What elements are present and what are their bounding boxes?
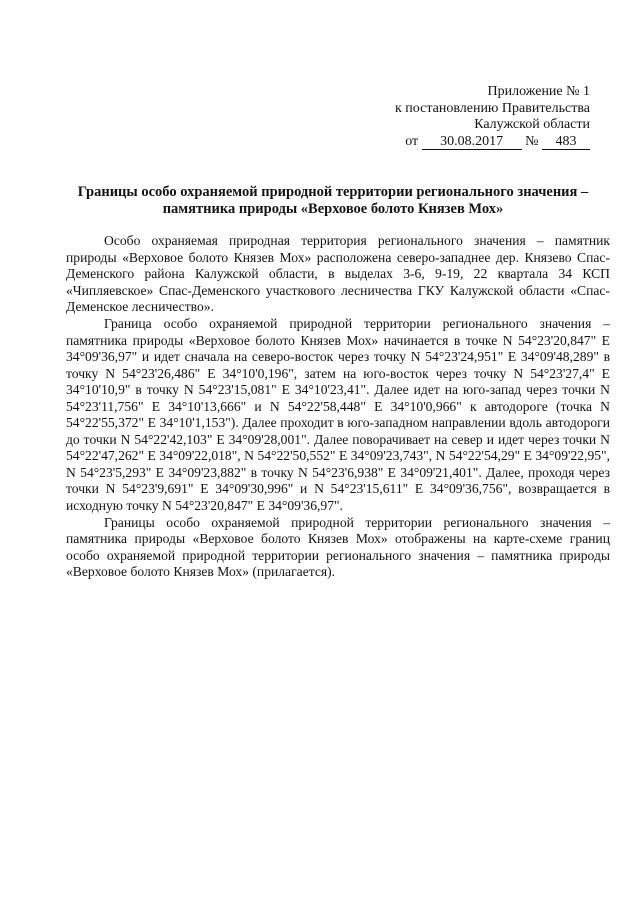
document-body [66,233,610,581]
document-title [66,184,600,218]
paragraph-boundary-description: Граница особо охраняемой природной территории регионального значения – памятника природы «Верховое болото Князев Мох» начинается в точке N 54°23'20,847" E 34°09'36,97" и идет сначала на северо-восток через точку N 54°23'24,951" E 34°09'48,289" в точку N 54°23'26,486" E 34°10'0,196", затем на юго-восток через точку N 54°23'27,4" E 34°10'10,9" в точку N 54°23'15,081" E 34°10'23,41". Далее идет на юго-запад через точки N 54°23'11,756" E 34°10'13,666" и N 54°22'58,448" E 34°10'0,966" к автодороге (точка N 54°22'55,372" E 34°10'1,153"). Далее проходит в юго-западном направлении вдоль автодороги до точки N 54°22'42,103" E 34°09'28,001". Далее поворачивает на север и идет через точки N 54°22'47,262" E 34°09'22,018", N 54°22'50,552" E 34°09'23,743", N 54°22'54,29" E 34°09'22,95", N 54°23'5,293" E 34°09'23,882" в точку N 54°23'6,938" E 34°09'21,401". Далее, проходя через точки N 54°23'9,691" E 34°09'30,996" и N 54°23'15,611" E 34°09'36,756", возвращается в исходную точку N 54°23'20,847" E 34°09'36,97". [66,316,610,513]
paragraph-map-reference: Границы особо охраняемой природной территории регионального значения – памятника природы «Верховое болото Князев Мох» отображены на карте-схеме границ особо охраняемой природной территории регионального значения – памятника природы «Верховое болото Князев Мох» (прилагается). [66,514,610,579]
title-line-2: памятника природы «Верховое болото Князев Мох» [162,201,504,217]
decree-number: 483 [542,135,590,150]
appendix-title: Приложение № 1 [487,84,590,99]
title-line-1: Границы особо охраняемой природной территории регионального значения – [77,184,589,200]
appendix-region: Калужской области [474,117,590,132]
appendix-reference: к постановлению Правительства [394,100,590,116]
from-label: от [405,133,419,149]
decree-date: 30.08.2017 [422,135,522,150]
appendix-date-number-line [395,134,590,151]
appendix-header [395,84,590,150]
paragraph-location: Особо охраняемая природная территория регионального значения – памятник природы «Верховое болото Князев Мох» расположена северо-западнее дер. Князево Спас-Деменского района Калужской области, в выделах 3-6, 9-19, 22 квартала 34 КСП «Чипляевское» Спас-Деменского участкового лесничества ГКУ Калужской области «Спас-Деменское лесничество». [66,233,610,314]
number-label: № [525,133,539,149]
